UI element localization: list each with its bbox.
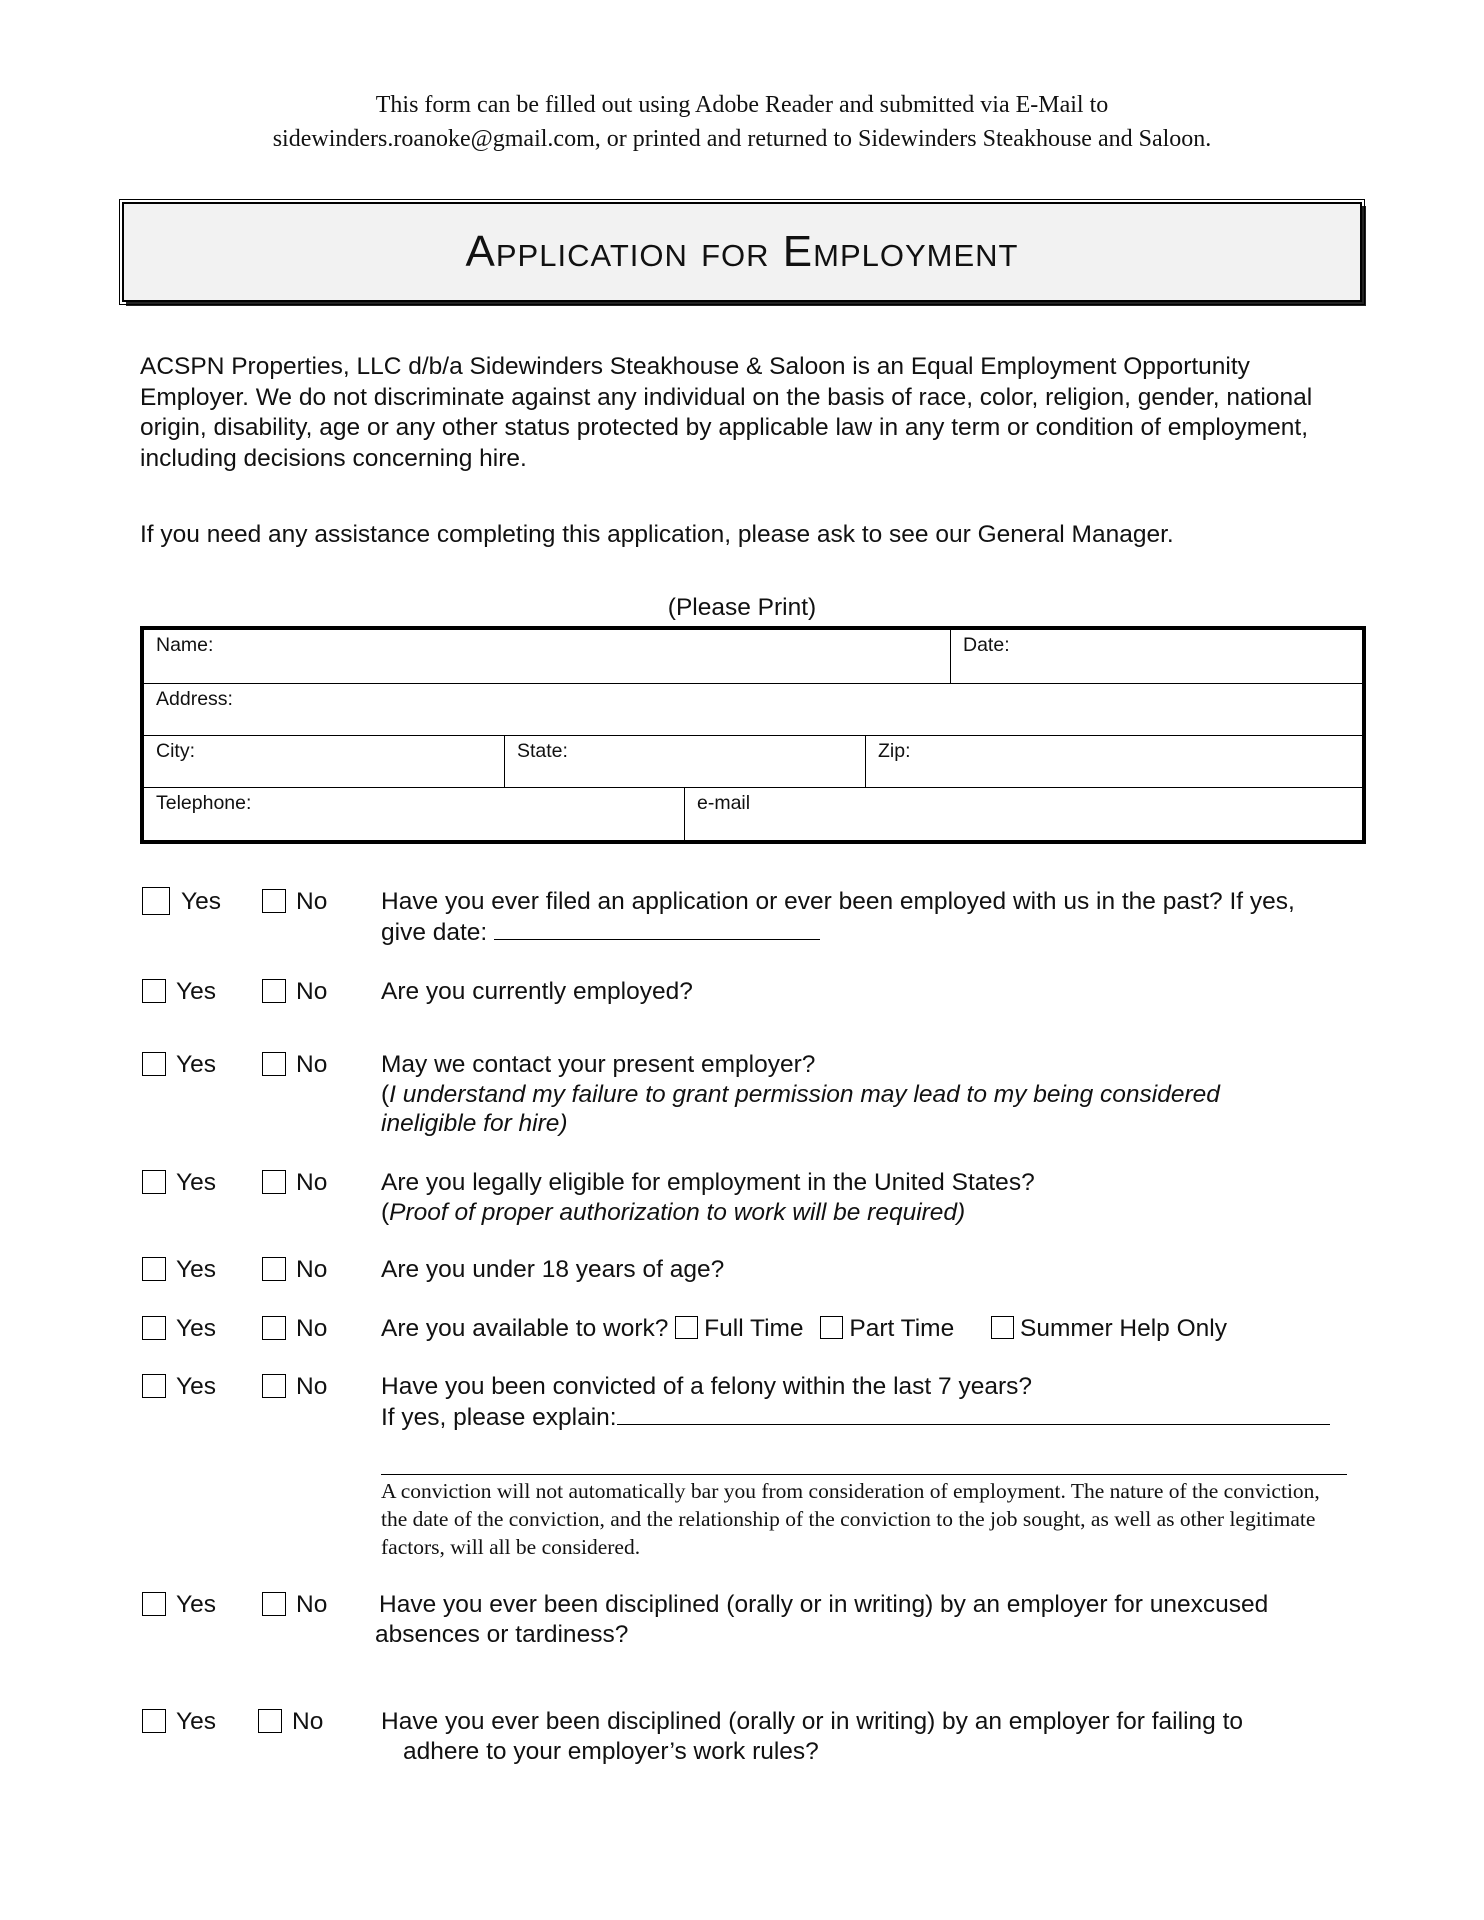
no-checkbox[interactable] xyxy=(262,979,286,1003)
email-label: e-mail xyxy=(697,792,751,814)
no-label: No xyxy=(296,888,328,915)
full-time-label: Full Time xyxy=(704,1315,804,1342)
name-row xyxy=(144,630,1362,683)
yes-checkbox[interactable] xyxy=(142,1316,166,1340)
no-checkbox[interactable] xyxy=(258,1709,282,1733)
part-time-checkbox[interactable] xyxy=(820,1316,843,1339)
no-checkbox[interactable] xyxy=(262,1592,286,1616)
give-date-line[interactable] xyxy=(494,917,820,940)
conviction-note: A conviction will not automatically bar you from consideration of employment. The nature of the conviction, the date of the conviction, and the relationship of the conviction to the job sought, as well as other legitimate factors, will all be considered. xyxy=(381,1479,1320,1559)
zip-field[interactable] xyxy=(865,736,1362,788)
question-text: Are you available to work? xyxy=(381,1315,669,1342)
yes-label: Yes xyxy=(176,1051,216,1078)
yes-label: Yes xyxy=(181,888,221,915)
city-row xyxy=(144,735,1362,788)
question-text: Are you currently employed? xyxy=(381,978,693,1005)
no-checkbox[interactable] xyxy=(262,1052,286,1076)
yes-checkbox[interactable] xyxy=(142,1257,166,1281)
no-label: No xyxy=(292,1708,324,1735)
question-text: Have you been convicted of a felony within the last 7 years? xyxy=(381,1373,1032,1400)
no-checkbox[interactable] xyxy=(262,1316,286,1340)
question-text: May we contact your present employer? xyxy=(381,1051,816,1078)
no-label: No xyxy=(296,1256,328,1283)
no-label: No xyxy=(296,1315,328,1342)
no-label: No xyxy=(296,1169,328,1196)
question-text: Are you under 18 years of age? xyxy=(381,1256,725,1283)
no-checkbox[interactable] xyxy=(262,1257,286,1281)
question-text: Are you legally eligible for employment in the United States? xyxy=(381,1169,1035,1196)
yes-label: Yes xyxy=(176,1169,216,1196)
full-time-checkbox[interactable] xyxy=(675,1316,698,1339)
question-text-cont: absences or tardiness? xyxy=(375,1620,629,1648)
yes-label: Yes xyxy=(176,978,216,1005)
question-text: Have you ever been disciplined (orally or in writing) by an employer for failing to xyxy=(381,1708,1243,1735)
yes-checkbox[interactable] xyxy=(142,1170,166,1194)
email-field[interactable] xyxy=(684,788,1362,840)
explain-line-1[interactable] xyxy=(617,1402,1330,1425)
yes-label: Yes xyxy=(176,1315,216,1342)
summer-help-label: Summer Help Only xyxy=(1020,1315,1227,1342)
question-text: Have you ever filed an application or ever been employed with us in the past? If yes, xyxy=(381,888,1295,915)
address-label: Address: xyxy=(156,688,233,710)
state-field[interactable] xyxy=(504,736,865,788)
address-row xyxy=(144,683,1362,736)
no-label: No xyxy=(296,1591,328,1618)
submission-notice xyxy=(0,88,1484,156)
eeo-statement: ACSPN Properties, LLC d/b/a Sidewinders Steakhouse & Saloon is an Equal Employment Opportunity Employer. We do not discriminate against any individual on the basis of race, color, religion, gender, national origin, disability, age or any other status protected by applicable law in any term or condition of employment, including decisions concerning hire. xyxy=(140,353,1313,472)
telephone-field[interactable] xyxy=(144,788,684,840)
no-checkbox[interactable] xyxy=(262,1170,286,1194)
date-label: Date: xyxy=(963,634,1010,656)
contact-info-table xyxy=(140,626,1366,844)
explain-line-2[interactable] xyxy=(381,1474,1347,1475)
yes-label: Yes xyxy=(176,1708,216,1735)
yes-label: Yes xyxy=(176,1591,216,1618)
yes-checkbox[interactable] xyxy=(142,1052,166,1076)
yes-checkbox[interactable] xyxy=(142,979,166,1003)
date-field[interactable] xyxy=(950,630,1362,683)
no-checkbox[interactable] xyxy=(262,1374,286,1398)
authorization-note: Proof of proper authorization to work will be required) xyxy=(389,1198,966,1226)
name-label: Name: xyxy=(156,634,214,656)
no-checkbox[interactable] xyxy=(262,889,286,913)
assistance-note: If you need any assistance completing this application, please ask to see our General Manager. xyxy=(140,521,1174,548)
part-time-label: Part Time xyxy=(849,1315,955,1342)
page-title: Application for Employment xyxy=(465,227,1019,276)
state-label: State: xyxy=(517,740,568,762)
question-text: Have you ever been disciplined (orally or in writing) by an employer for unexcused xyxy=(379,1591,1269,1618)
please-print-caption: (Please Print) xyxy=(667,594,817,621)
yes-checkbox[interactable] xyxy=(142,1709,166,1733)
yes-checkbox[interactable] xyxy=(142,1592,166,1616)
yes-checkbox[interactable] xyxy=(142,887,170,915)
notice-line-2: sidewinders.roanoke@gmail.com, or printed and returned to Sidewinders Steakhouse and Saloon. xyxy=(272,126,1212,152)
phone-row xyxy=(144,787,1362,840)
no-label: No xyxy=(296,1373,328,1400)
city-field[interactable] xyxy=(144,736,504,788)
notice-line-1: This form can be filled out using Adobe Reader and submitted via E-Mail to xyxy=(375,92,1109,118)
address-field[interactable] xyxy=(144,684,1362,736)
no-label: No xyxy=(296,1051,328,1078)
name-field[interactable] xyxy=(144,630,950,683)
question-text-cont: adhere to your employer’s work rules? xyxy=(403,1737,819,1765)
city-label: City: xyxy=(156,740,195,762)
explain-label: If yes, please explain: xyxy=(381,1403,617,1431)
yes-label: Yes xyxy=(176,1373,216,1400)
title-banner xyxy=(122,202,1362,302)
yes-label: Yes xyxy=(176,1256,216,1283)
telephone-label: Telephone: xyxy=(156,792,252,814)
yes-checkbox[interactable] xyxy=(142,1374,166,1398)
zip-label: Zip: xyxy=(878,740,911,762)
summer-help-checkbox[interactable] xyxy=(991,1316,1014,1339)
no-label: No xyxy=(296,978,328,1005)
give-date-label: give date: xyxy=(381,918,488,946)
permission-note: I understand my failure to grant permission may lead to my being considered ineligible for hire) xyxy=(381,1080,1220,1137)
